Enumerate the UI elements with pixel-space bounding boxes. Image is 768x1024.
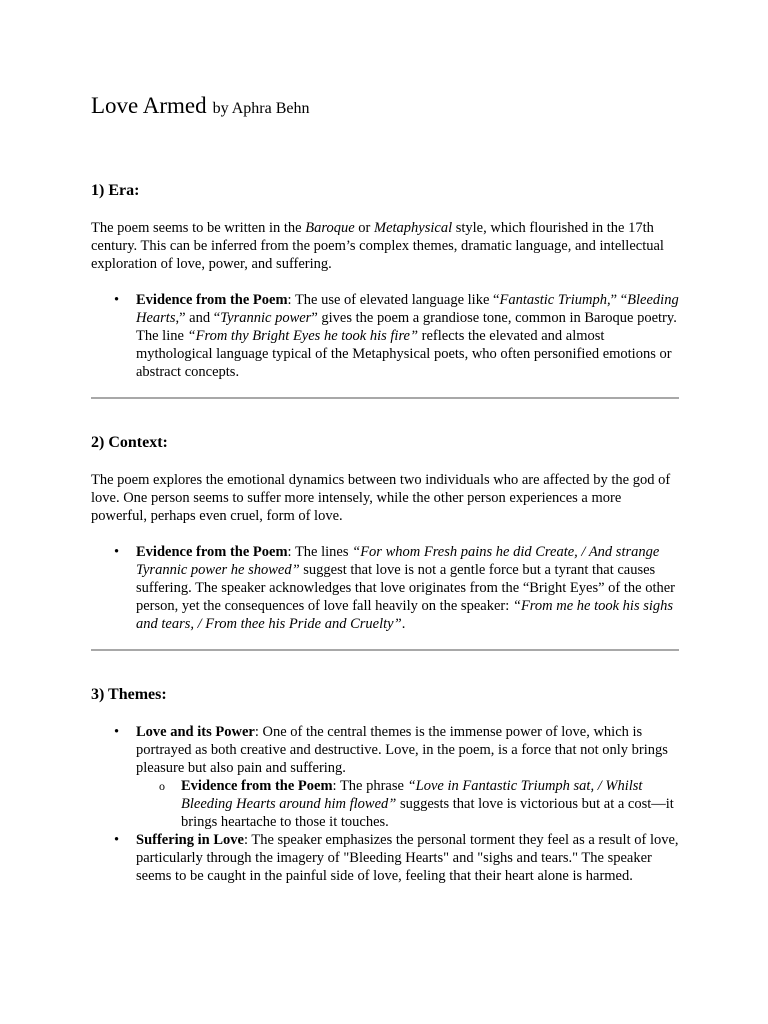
- era-evidence-text-1: : The use of elevated language like “: [287, 292, 500, 308]
- divider-2: [91, 649, 679, 651]
- era-evidence-item: [136, 291, 679, 381]
- era-italic-metaphysical: Metaphysical: [373, 220, 453, 236]
- era-evidence-text-4: ” gives the poem a grandiose tone, common in Baroque poetry. The line: [136, 310, 677, 344]
- context-evidence-text-2: suggest that love is not a gentle force but a tyrant that causes suffering. The speaker acknowledges that love originates from the “Bright Eyes” of the other person, yet the consequences of love fall heavily on the speaker:: [136, 562, 676, 614]
- era-evidence-italic-4: “From thy Bright Eyes he took his fire”: [187, 328, 419, 344]
- context-evidence-label: Evidence from the Poem: [136, 544, 288, 560]
- theme-item-suffering: [136, 831, 679, 885]
- section-context: [91, 433, 679, 633]
- era-heading: 1) Era:: [91, 182, 140, 199]
- theme-item-love-power: [136, 723, 679, 831]
- context-evidence-item: [136, 543, 679, 633]
- era-text-2: or: [354, 220, 374, 236]
- era-text-1: The poem seems to be written in the: [91, 220, 306, 236]
- era-text-3: style, which flourished in the 17th century. This can be inferred from the poem’s complex themes, dramatic language, and intellectual exploration of love, power, and suffering.: [91, 220, 664, 272]
- section-themes: [91, 685, 679, 885]
- theme-love-power-text: : One of the central themes is the immense power of love, which is portrayed as both creative and destructive. Love, in the poem, is a force that not only brings pleasure but also pain and suffering.: [136, 724, 668, 776]
- themes-heading: 3) Themes:: [91, 686, 167, 703]
- themes-bullet-list: [91, 723, 679, 885]
- era-paragraph: [91, 219, 679, 273]
- context-evidence-text-1: : The lines: [287, 544, 353, 560]
- section-era: [91, 181, 679, 381]
- divider-1: [91, 397, 679, 399]
- era-evidence-text-2: ,” “: [607, 292, 628, 308]
- theme-suffering-text: : The speaker emphasizes the personal torment they feel as a result of love, particularly through the imagery of "Bleeding Hearts" and "sighs and tears." The speaker seems to be caught in the painful side of love, feeling that their heart alone is harmed.: [136, 832, 679, 884]
- context-evidence-text-3: .: [401, 616, 406, 632]
- theme-evidence-label: Evidence from the Poem: [181, 778, 333, 794]
- title-line: [91, 93, 309, 119]
- theme-love-power-evidence: [181, 777, 679, 831]
- theme-evidence-italic: “Love in Fantastic Triumph sat, / Whilst Bleeding Hearts around him flowed”: [181, 778, 643, 812]
- theme-suffering-label: Suffering in Love: [136, 832, 244, 848]
- context-evidence-italic-1: “For whom Fresh pains he did Create, / And strange Tyrannic power he showed”: [136, 544, 660, 578]
- context-paragraph: The poem explores the emotional dynamics between two individuals who are affected by the god of love. One person seems to suffer more intensely, while the other person experiences a more powerful, perhaps even cruel, form of love.: [91, 472, 671, 524]
- context-heading: 2) Context:: [91, 434, 168, 451]
- document-title: Love Armed: [91, 93, 207, 118]
- theme-love-power-label: Love and its Power: [136, 724, 255, 740]
- theme-evidence-text-2: suggests that love is victorious but at a cost—it brings heartache to those it touches.: [181, 796, 674, 830]
- context-evidence-italic-2: “From me he took his sighs and tears, / From thee his Pride and Cruelty”: [136, 598, 674, 632]
- era-evidence-text-3: ,” and “: [175, 310, 221, 326]
- era-evidence-italic-2: Bleeding Hearts: [136, 292, 679, 326]
- document-byline: by Aphra Behn: [212, 100, 310, 117]
- era-italic-baroque: Baroque: [305, 220, 355, 236]
- era-evidence-italic-1: Fantastic Triumph: [499, 292, 608, 308]
- theme-love-power-sublist: [136, 777, 679, 831]
- theme-evidence-text-1: : The phrase: [332, 778, 408, 794]
- era-bullet-list: [91, 291, 679, 381]
- era-evidence-text-5: reflects the elevated and almost mythological language typical of the Metaphysical poets, who often personified emotions or abstract concepts.: [136, 328, 672, 380]
- era-evidence-label: Evidence from the Poem: [136, 292, 288, 308]
- context-bullet-list: [91, 543, 679, 633]
- era-evidence-italic-3: Tyrannic power: [220, 310, 312, 326]
